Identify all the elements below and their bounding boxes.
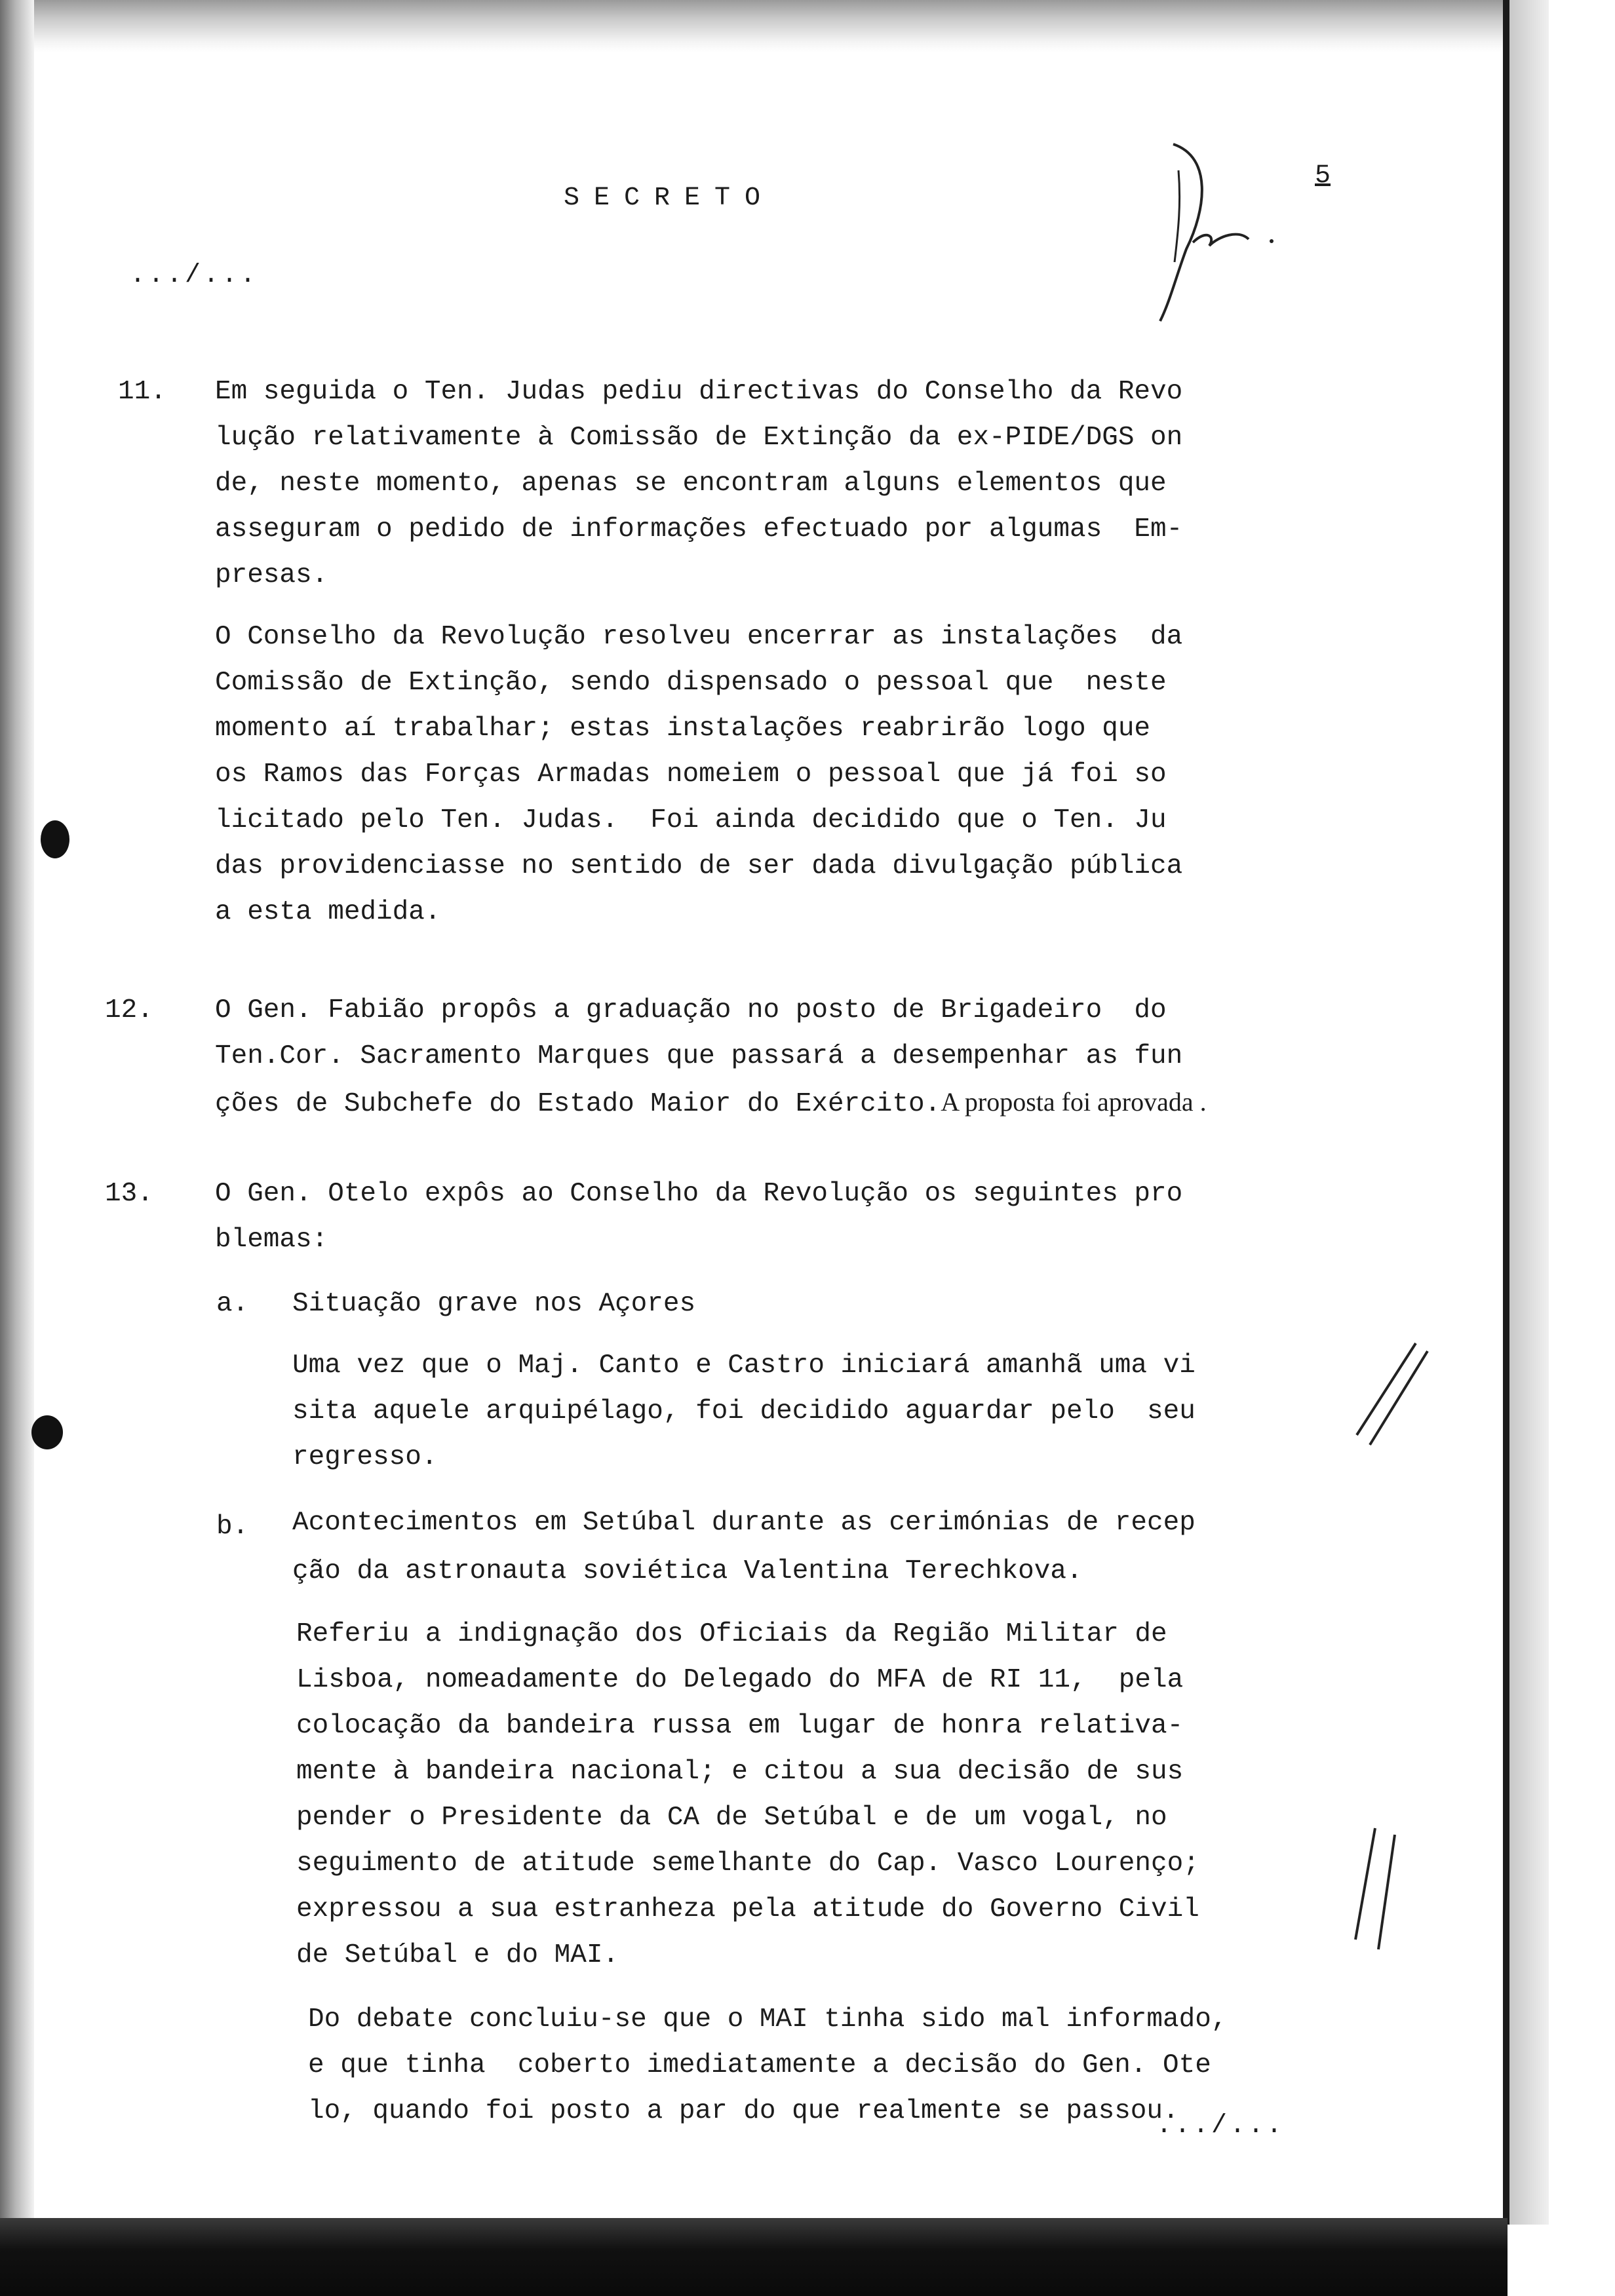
scan-right-border: [1503, 0, 1509, 2225]
text-line: licitado pelo Ten. Judas. Foi ainda decidido que o Ten. Ju: [215, 805, 1167, 835]
scan-bottom-edge: [0, 2218, 1508, 2296]
text-line: lução relativamente à Comissão de Extinção da ex-PIDE/DGS on: [215, 423, 1183, 453]
text-line: O Gen. Fabião propôs a graduação no posto de Brigadeiro do: [215, 995, 1167, 1025]
continuation-marker-top: .../...: [130, 261, 259, 290]
text-line: [215, 1089, 1207, 1118]
text-line: pender o Presidente da CA de Setúbal e de um vogal, no: [296, 1803, 1167, 1833]
text-line: de Setúbal e do MAI.: [296, 1940, 619, 1970]
item-number: 13.: [105, 1179, 153, 1209]
text-line: Uma vez que o Maj. Canto e Castro iniciará amanhã uma vi: [292, 1350, 1196, 1381]
text-line: Ten.Cor. Sacramento Marques que passará a desempenhar as fun: [215, 1041, 1183, 1071]
text-line: colocação da bandeira russa em lugar de honra relativa-: [296, 1711, 1184, 1741]
text-line-typed: ções de Subchefe do Estado Maior do Exército.: [215, 1089, 941, 1119]
scan-left-edge: [0, 0, 34, 2296]
punch-hole-mark: [41, 820, 69, 858]
scan-top-edge: [0, 0, 1508, 52]
text-line: sita aquele arquipélago, foi decidido aguardar pelo seu: [292, 1396, 1196, 1426]
scan-right-edge: [1509, 0, 1549, 2225]
typed-addition: A proposta foi aprovada .: [941, 1087, 1207, 1117]
classification-header: SECRETO: [564, 183, 775, 213]
page-number: 5: [1315, 161, 1331, 191]
text-line: e que tinha coberto imediatamente a decisão do Gen. Ote: [308, 2050, 1211, 2080]
text-line: das providenciasse no sentido de ser dada divulgação pública: [215, 851, 1183, 881]
text-line: a esta medida.: [215, 897, 441, 927]
text-line: asseguram o pedido de informações efectuado por algumas Em-: [215, 514, 1183, 545]
text-line: de, neste momento, apenas se encontram alguns elementos que: [215, 469, 1167, 499]
item-number: 12.: [105, 995, 153, 1025]
text-line: blemas:: [215, 1225, 328, 1255]
text-line: Em seguida o Ten. Judas pediu directivas do Conselho da Revo: [215, 377, 1183, 407]
subitem-title: Acontecimentos em Setúbal durante as cerimónias de recep: [292, 1508, 1196, 1538]
text-line: Do debate concluiu-se que o MAI tinha sido mal informado,: [308, 2004, 1228, 2035]
subitem-label: a.: [216, 1289, 249, 1319]
text-line: expressou a sua estranheza pela atitude do Governo Civil: [296, 1894, 1199, 1924]
text-line: O Gen. Otelo expôs ao Conselho da Revolução os seguintes pro: [215, 1179, 1183, 1209]
text-line: Referiu a indignação dos Oficiais da Região Militar de: [296, 1619, 1167, 1649]
text-line: O Conselho da Revolução resolveu encerrar as instalações da: [215, 622, 1183, 652]
punch-hole-mark: [31, 1415, 63, 1449]
text-line: presas.: [215, 560, 328, 590]
continuation-marker-bottom: .../...: [1156, 2111, 1285, 2141]
item-number: 11.: [118, 377, 166, 407]
margin-mark: [1350, 1337, 1429, 1448]
text-line: os Ramos das Forças Armadas nomeiem o pessoal que já foi so: [215, 759, 1167, 790]
text-line: seguimento de atitude semelhante do Cap. Vasco Lourenço;: [296, 1848, 1199, 1879]
handwritten-initials: [1140, 131, 1311, 328]
subitem-title: ção da astronauta soviética Valentina Terechkova.: [292, 1556, 1083, 1586]
text-line: momento aí trabalhar; estas instalações reabrirão logo que: [215, 714, 1151, 744]
text-line: Lisboa, nomeadamente do Delegado do MFA de RI 11, pela: [296, 1665, 1184, 1695]
subitem-label: b.: [216, 1512, 249, 1542]
text-line: mente à bandeira nacional; e citou a sua decisão de sus: [296, 1757, 1184, 1787]
text-line: regresso.: [292, 1442, 438, 1472]
subitem-title: Situação grave nos Açores: [292, 1289, 696, 1319]
text-line: lo, quando foi posto a par do que realmente se passou.: [308, 2096, 1179, 2126]
margin-mark: [1342, 1822, 1401, 1953]
text-line: Comissão de Extinção, sendo dispensado o pessoal que neste: [215, 668, 1167, 698]
